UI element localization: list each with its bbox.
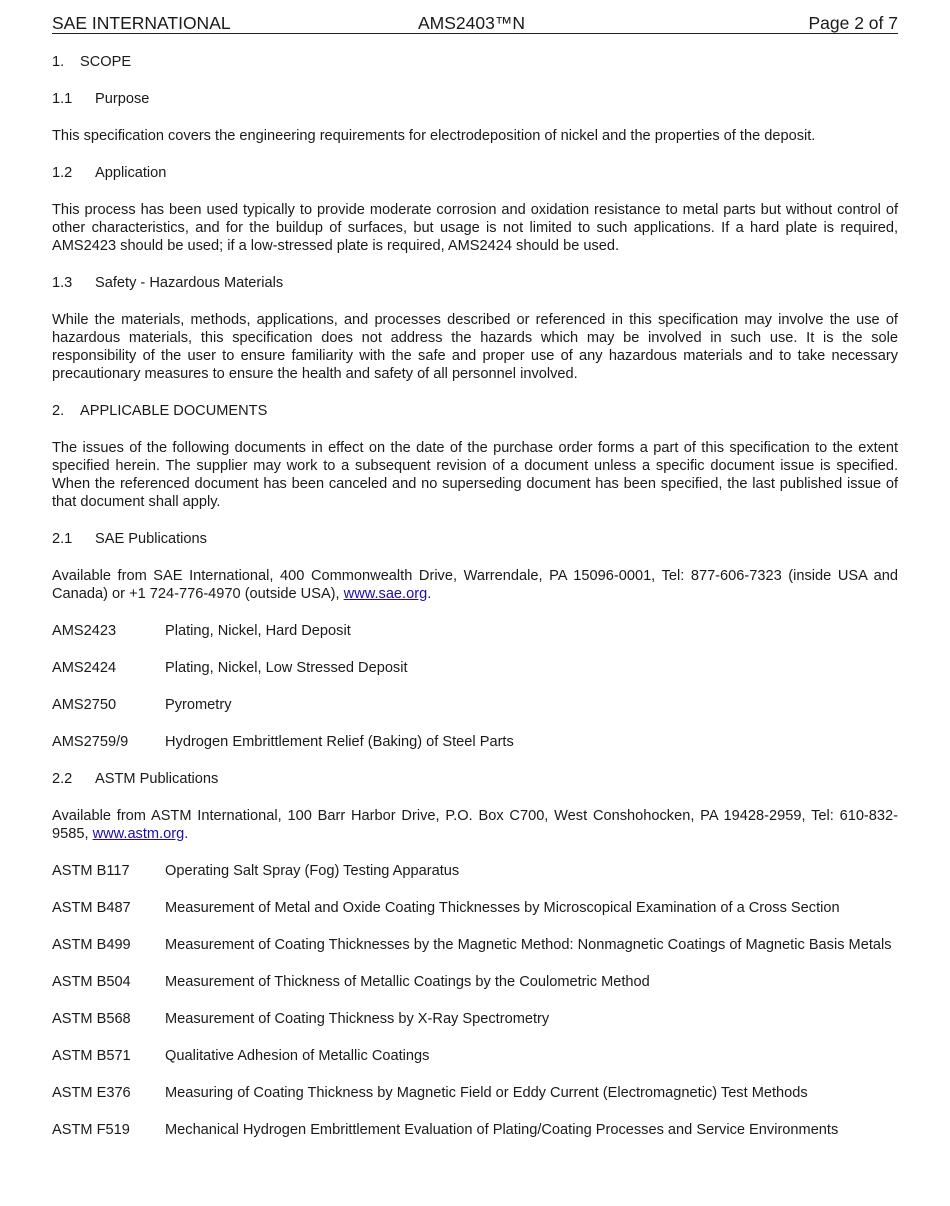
- reference-code: ASTM B487: [52, 900, 131, 916]
- reference-title: Measuring of Coating Thickness by Magnetic Field or Eddy Current (Electromagnetic) Test Methods: [165, 1085, 808, 1101]
- reference-code: ASTM B499: [52, 937, 131, 953]
- reference-item: [52, 1010, 898, 1028]
- reference-code: ASTM F519: [52, 1122, 130, 1138]
- reference-title: Measurement of Coating Thickness by X-Ray Spectrometry: [165, 1011, 550, 1027]
- reference-item: [52, 936, 898, 954]
- section-heading-scope: [52, 53, 898, 71]
- section-title: Purpose: [95, 91, 150, 107]
- header-document-number: AMS2403™N: [418, 13, 525, 33]
- section-title: Safety - Hazardous Materials: [95, 275, 284, 291]
- sae-website-link[interactable]: www.sae.org: [343, 586, 428, 602]
- reference-code: AMS2423: [52, 623, 117, 639]
- reference-title: Plating, Nickel, Hard Deposit: [165, 623, 351, 639]
- reference-item: [52, 733, 898, 751]
- reference-code: ASTM B568: [52, 1011, 131, 1027]
- section-title: APPLICABLE DOCUMENTS: [80, 403, 268, 419]
- section-number: 1.: [52, 54, 65, 70]
- reference-title: Measurement of Thickness of Metallic Coatings by the Coulometric Method: [165, 974, 650, 990]
- astm-availability-paragraph: [52, 807, 898, 843]
- reference-item: [52, 1047, 898, 1065]
- reference-code: AMS2750: [52, 697, 117, 713]
- section-heading-safety: [52, 274, 898, 292]
- section-number: 1.3: [52, 275, 73, 291]
- reference-item: [52, 1084, 898, 1102]
- page-header: [52, 0, 898, 34]
- purpose-paragraph: This specification covers the engineering requirements for electrodeposition of nickel and the properties of the deposit.: [52, 128, 816, 144]
- section-heading-application: [52, 164, 898, 182]
- reference-title: Operating Salt Spray (Fog) Testing Apparatus: [165, 863, 460, 879]
- section-number: 2.2: [52, 771, 73, 787]
- reference-item: [52, 862, 898, 880]
- reference-item: [52, 1121, 898, 1139]
- sae-availability-end: .: [427, 586, 432, 602]
- reference-code: ASTM B571: [52, 1048, 131, 1064]
- section-title: Application: [95, 165, 167, 181]
- document-page: [52, 0, 898, 1139]
- reference-code: ASTM B504: [52, 974, 131, 990]
- section-heading-sae-publications: [52, 530, 898, 548]
- reference-title: Measurement of Metal and Oxide Coating Thicknesses by Microscopical Examination of a Cross Section: [165, 900, 840, 916]
- section-title: SCOPE: [80, 54, 132, 70]
- reference-title: Plating, Nickel, Low Stressed Deposit: [165, 660, 408, 676]
- section-heading-purpose: [52, 90, 898, 108]
- section-heading-applicable-documents: [52, 402, 898, 420]
- application-paragraph: This process has been used typically to provide moderate corrosion and oxidation resistance to metal parts but without control of other characteristics, and for the buildup of surfaces, but usage is not limited to such applications. If a hard plate is required, AMS2423 should be used; if a low-stressed plate is required, AMS2424 should be used.: [52, 202, 898, 254]
- section-heading-astm-publications: [52, 770, 898, 788]
- reference-code: AMS2759/9: [52, 734, 129, 750]
- astm-availability-text: Available from ASTM International, 100 Barr Harbor Drive, P.O. Box C700, West Conshohocken, PA 19428-2959, Tel: 610-832-9585,: [52, 808, 898, 842]
- header-page-number: Page 2 of 7: [808, 13, 898, 33]
- reference-code: AMS2424: [52, 660, 117, 676]
- safety-paragraph: While the materials, methods, applications, and processes described or referenced in this specification may involve the use of hazardous materials, this specification does not address the hazards which may be involved in such use. It is the sole responsibility of the user to ensure familiarity with the safe and proper use of any hazardous materials and to take necessary precautionary measures to ensure the health and safety of all personnel involved.: [52, 312, 898, 382]
- reference-title: Hydrogen Embrittlement Relief (Baking) of Steel Parts: [165, 734, 514, 750]
- reference-item: [52, 622, 898, 640]
- header-organization: SAE INTERNATIONAL: [52, 13, 231, 33]
- section-number: 1.2: [52, 165, 73, 181]
- reference-title: Measurement of Coating Thicknesses by the Magnetic Method: Nonmagnetic Coatings of Magnetic Basis Metals: [165, 937, 892, 953]
- sae-availability-paragraph: [52, 567, 898, 603]
- section-title: SAE Publications: [95, 531, 207, 547]
- reference-item: [52, 659, 898, 677]
- section-number: 1.1: [52, 91, 73, 107]
- reference-item: [52, 973, 898, 991]
- section-number: 2.: [52, 403, 65, 419]
- reference-code: ASTM B117: [52, 863, 130, 879]
- reference-title: Mechanical Hydrogen Embrittlement Evaluation of Plating/Coating Processes and Service Environments: [165, 1122, 839, 1138]
- reference-title: Pyrometry: [165, 697, 232, 713]
- applicable-documents-paragraph: The issues of the following documents in effect on the date of the purchase order forms a part of this specification to the extent specified herein. The supplier may work to a subsequent revision of a document unless a specific document issue is specified. When the referenced document has been canceled and no superseding document has been specified, the last published issue of that document shall apply.: [52, 440, 898, 510]
- section-title: ASTM Publications: [95, 771, 219, 787]
- section-number: 2.1: [52, 531, 73, 547]
- astm-website-link[interactable]: www.astm.org: [92, 826, 185, 842]
- astm-availability-end: .: [184, 826, 189, 842]
- reference-title: Qualitative Adhesion of Metallic Coatings: [165, 1048, 430, 1064]
- sae-availability-text: Available from SAE International, 400 Commonwealth Drive, Warrendale, PA 15096-0001, Tel: 877-606-7323 (inside USA and Canada) or +1 724-776-4970 (outside USA),: [52, 568, 898, 602]
- reference-item: [52, 899, 898, 917]
- reference-item: [52, 696, 898, 714]
- reference-code: ASTM E376: [52, 1085, 131, 1101]
